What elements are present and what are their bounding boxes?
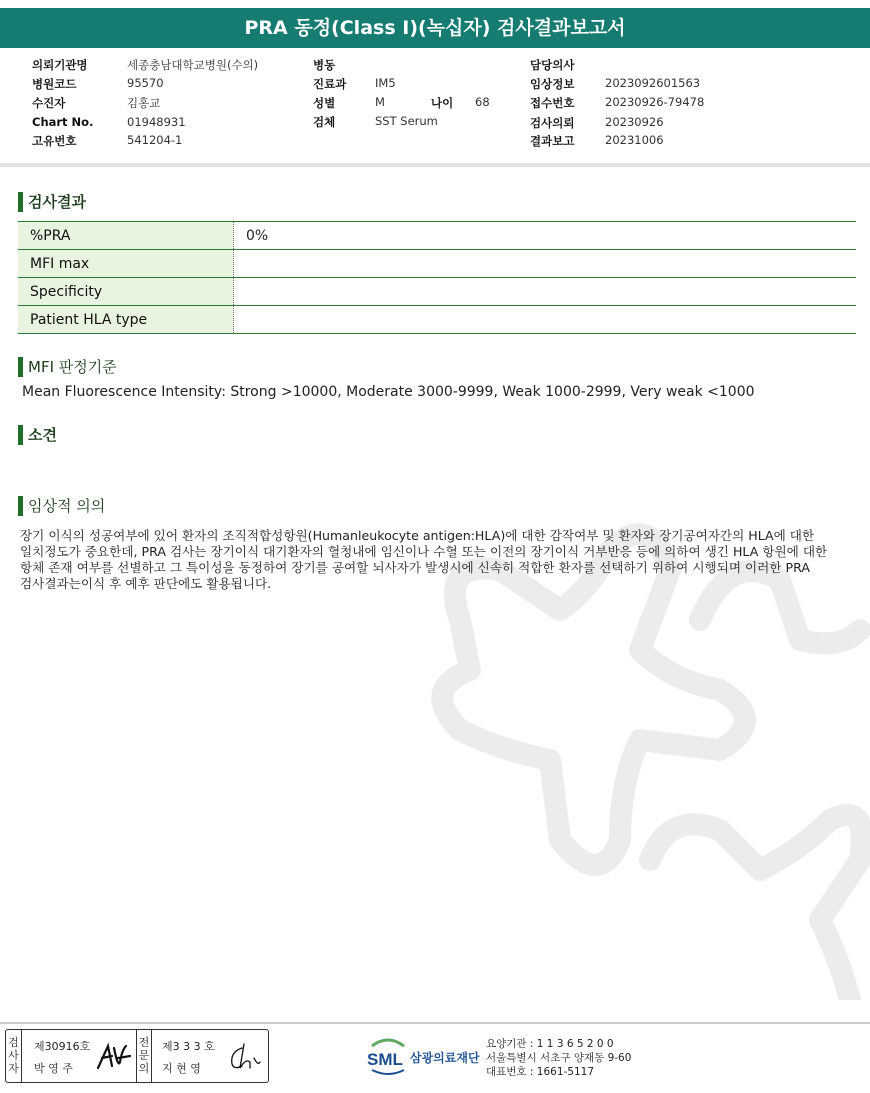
header-label: 접수번호 xyxy=(530,96,575,110)
clinical-significance-text xyxy=(20,528,840,592)
section-marker xyxy=(18,357,23,377)
table-row xyxy=(18,250,856,278)
header-value: 20230926 xyxy=(605,115,664,129)
header-divider xyxy=(0,163,870,167)
result-key: MFI max xyxy=(18,250,234,278)
result-key: Specificity xyxy=(18,278,234,306)
inspector-cell xyxy=(28,1030,136,1082)
header-label: Chart No. xyxy=(32,115,94,129)
section-heading-results xyxy=(18,191,86,212)
header-field xyxy=(32,57,88,73)
section-marker xyxy=(18,192,23,212)
section-heading-clinical xyxy=(18,495,105,516)
clinical-line: 검사결과는이식 후 예후 판단에도 활용됩니다. xyxy=(20,576,272,591)
section-heading-criteria xyxy=(18,356,117,377)
footer-divider xyxy=(0,1022,870,1024)
info-line: 대표번호 : 1661-5117 xyxy=(486,1066,595,1078)
signature-box xyxy=(5,1029,269,1083)
specialist-cell xyxy=(156,1030,266,1082)
result-key: Patient HLA type xyxy=(18,306,234,334)
section-marker xyxy=(18,496,23,516)
organization-name: 삼광의료재단 xyxy=(410,1051,480,1065)
header-value: 95570 xyxy=(127,76,164,90)
info-line: 요양기관 : 1 1 3 6 5 2 0 0 xyxy=(486,1038,614,1050)
header-value: 01948931 xyxy=(127,115,186,129)
result-value xyxy=(234,278,857,306)
header-label: 나이 xyxy=(431,96,454,110)
organization-info xyxy=(486,1037,631,1079)
section-title: MFI 판정기준 xyxy=(28,358,117,376)
header-value: 68 xyxy=(475,95,490,109)
sml-logo-icon xyxy=(366,1036,410,1076)
specialist-name: 지 현 영 xyxy=(162,1062,201,1075)
header-label: 결과보고 xyxy=(530,134,575,148)
results-table xyxy=(18,221,856,334)
clinical-line: 일치정도가 중요한데, PRA 검사는 장기이식 대기환자의 혈청내에 임신이나 수혈 또는 이전의 장기이식 거부반응 등에 의하여 생긴 HLA 항원에 대한 xyxy=(20,544,828,559)
section-heading-findings xyxy=(18,424,57,445)
section-title: 임상적 의의 xyxy=(28,497,106,515)
header-label: 수진자 xyxy=(32,96,66,110)
section-title: 소견 xyxy=(28,426,57,444)
result-value xyxy=(234,250,857,278)
header-label: 담당의사 xyxy=(530,58,575,72)
header-value: 20230926-79478 xyxy=(605,95,705,109)
criteria-text: Mean Fluorescence Intensity: Strong >10000, Moderate 3000-9999, Weak 1000-2999, Very weak <1000 xyxy=(22,384,755,400)
result-value xyxy=(234,306,857,334)
header-value: IM5 xyxy=(375,76,396,90)
header-value: 김홍교 xyxy=(127,96,161,110)
header-label: 검체 xyxy=(313,115,336,129)
specialist-signature xyxy=(226,1040,264,1074)
report-header xyxy=(0,57,870,153)
header-label: 진료과 xyxy=(313,77,347,91)
header-label: 의뢰기관명 xyxy=(32,58,88,72)
header-value: SST Serum xyxy=(375,114,438,128)
section-title: 검사결과 xyxy=(28,193,86,211)
result-value: 0% xyxy=(234,222,857,250)
section-marker xyxy=(18,425,23,445)
inspector-name: 박 영 주 xyxy=(34,1062,73,1075)
inspector-label: 검 사 자 xyxy=(6,1030,22,1082)
clinical-line: 항체 존재 여부를 선별하고 그 특이성을 동정하여 장기를 공여할 뇌사자가 발생시에 신속히 적합한 환자를 선택하기 위하여 시행되며 이러한 PRA xyxy=(20,560,810,575)
header-label: 검사의뢰 xyxy=(530,116,575,130)
header-label: 병동 xyxy=(313,58,336,72)
specialist-license-no: 제3 3 3 호 xyxy=(162,1040,215,1053)
header-value: M xyxy=(375,95,385,109)
clinical-line: 장기 이식의 성공여부에 있어 환자의 조직적합성항원(Humanleukocyte antigen:HLA)에 대한 감작여부 및 환자와 장기공여자간의 HLA에 대한 xyxy=(20,528,815,543)
table-row xyxy=(18,306,856,334)
header-label: 성별 xyxy=(313,96,336,110)
report-title: PRA 동정(Class I)(녹십자) 검사결과보고서 xyxy=(0,8,870,48)
inspector-license-no: 제30916호 xyxy=(34,1040,91,1053)
specialist-label: 전 문 의 xyxy=(136,1030,152,1082)
sml-logo-text: SML xyxy=(367,1050,403,1069)
table-row xyxy=(18,278,856,306)
header-label: 고유번호 xyxy=(32,134,77,148)
result-key: %PRA xyxy=(18,222,234,250)
table-row xyxy=(18,222,856,250)
header-value: 2023092601563 xyxy=(605,76,701,90)
header-value: 541204-1 xyxy=(127,133,183,147)
header-value: 20231006 xyxy=(605,133,664,147)
header-label: 병원코드 xyxy=(32,77,77,91)
info-line: 서울특별시 서초구 양재동 9-60 xyxy=(486,1052,632,1064)
header-value: 세종충남대학교병원(수의) xyxy=(127,58,259,72)
inspector-signature xyxy=(94,1040,134,1074)
header-label: 임상정보 xyxy=(530,77,575,91)
